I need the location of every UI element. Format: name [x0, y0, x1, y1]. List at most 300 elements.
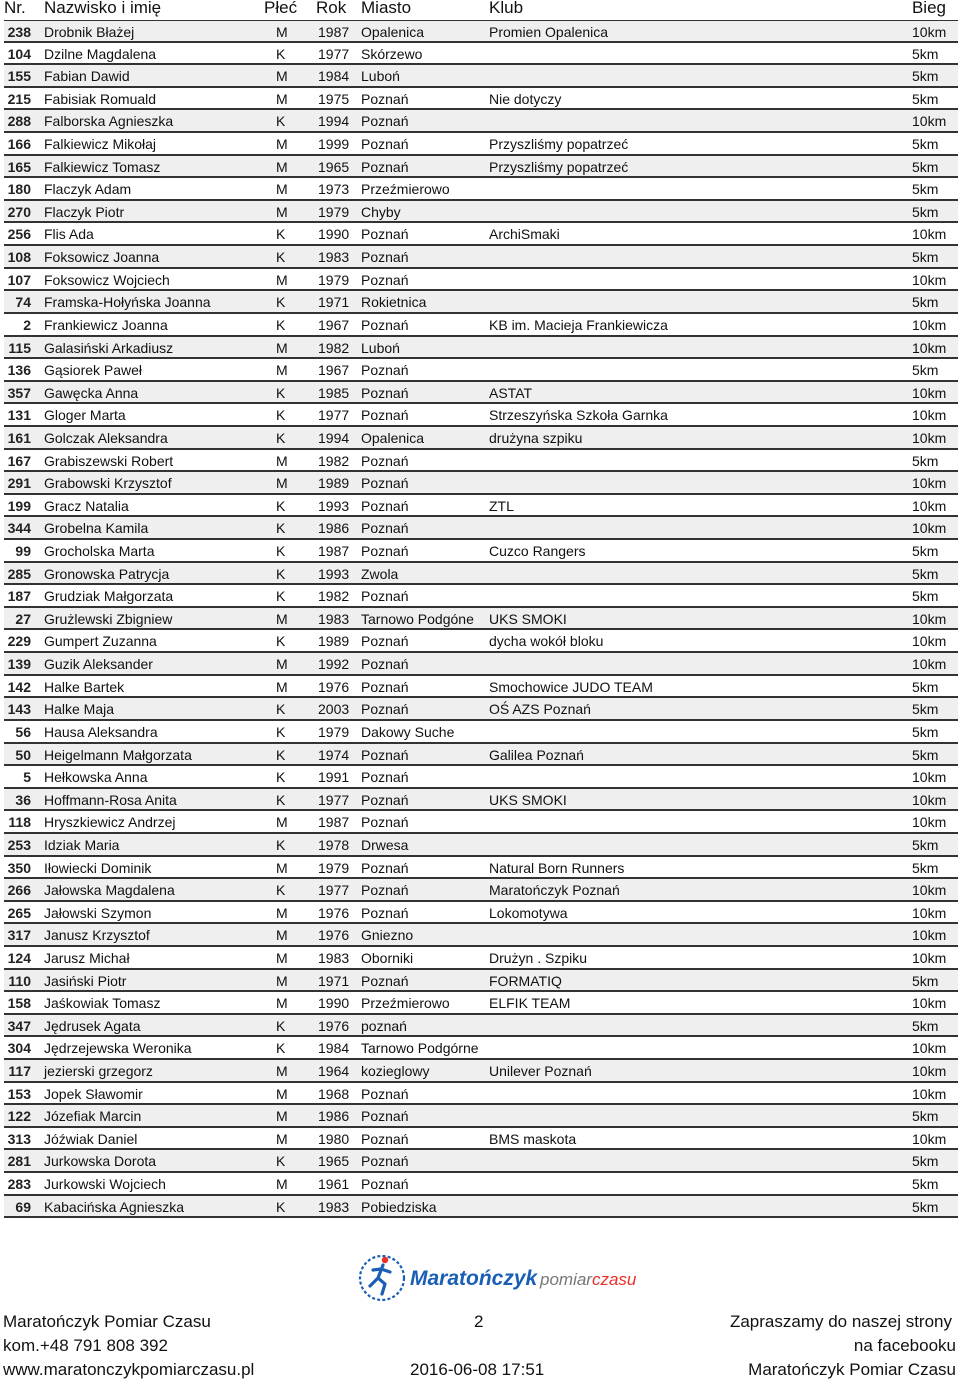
runner-name: Gumpert Zuzanna: [44, 633, 157, 650]
club: FORMATIQ: [489, 972, 562, 989]
footer-company: Maratończyk Pomiar Czasu: [3, 1312, 211, 1331]
runner-name: Foksowicz Joanna: [44, 249, 160, 266]
city: Poznań: [361, 543, 409, 560]
runner-sex: K: [276, 226, 286, 243]
runner-sex: K: [276, 1040, 286, 1057]
birth-year: 1961: [318, 1176, 350, 1193]
runner-sex: M: [276, 949, 288, 966]
bib-number: 283: [7, 1176, 31, 1193]
city: Chyby: [361, 203, 401, 220]
birth-year: 1965: [318, 1153, 350, 1170]
svg-text:pomiarczasu: [539, 1270, 637, 1289]
run-distance: 10km: [912, 24, 947, 40]
footer-page-number: 2: [474, 1312, 484, 1331]
city: Poznań: [361, 746, 409, 763]
city: Poznań: [361, 362, 409, 379]
footer-invite: Zapraszamy do naszej strony: [729, 1312, 952, 1331]
table-row: [4, 653, 958, 676]
runner-name: Hoffmann-Rosa Anita: [44, 791, 177, 808]
runner-name: Grabowski Krzysztof: [44, 475, 172, 492]
run-distance: 5km: [912, 565, 939, 582]
runner-name: Falborska Agnieszka: [44, 113, 174, 130]
birth-year: 1987: [318, 814, 350, 831]
city: Poznań: [361, 384, 409, 401]
table-row: [4, 495, 958, 518]
bib-number: 122: [7, 1108, 31, 1125]
runner-name: Drobnik Błażej: [44, 24, 135, 40]
bib-number: 56: [15, 723, 31, 740]
birth-year: 1990: [318, 226, 350, 243]
birth-year: 1983: [318, 249, 350, 266]
birth-year: 1986: [318, 1108, 350, 1125]
runner-name: Gąsiorek Paweł: [44, 362, 143, 379]
city: Tarnowo Podgóne: [361, 610, 474, 627]
footer-facebook: na facebooku: [853, 1336, 956, 1355]
birth-year: 1994: [318, 113, 350, 130]
run-distance: 10km: [912, 656, 947, 673]
run-distance: 10km: [912, 791, 947, 808]
birth-year: 1977: [318, 791, 350, 808]
runner-name: Grobelna Kamila: [44, 520, 149, 537]
runner-name: Jasiński Piotr: [44, 972, 127, 989]
runner-name: Grabiszewski Robert: [44, 452, 174, 469]
table-row: [4, 291, 958, 314]
birth-year: 1984: [318, 1040, 350, 1057]
city: Zwola: [361, 565, 399, 582]
runner-sex: M: [276, 24, 288, 40]
runner-sex: M: [276, 339, 288, 356]
birth-year: 1980: [318, 1130, 350, 1147]
run-distance: 10km: [912, 995, 947, 1012]
bib-number: 142: [7, 678, 31, 695]
runner-name: Jopek Sławomir: [44, 1085, 143, 1102]
table-row: [4, 1015, 958, 1038]
bib-number: 199: [7, 497, 31, 514]
runner-name: Frankiewicz Joanna: [44, 316, 168, 333]
runner-sex: K: [276, 746, 286, 763]
runner-name: Idziak Maria: [44, 836, 120, 853]
logo-brand-text: Maratończyk: [410, 1267, 538, 1290]
city: Poznań: [361, 1153, 409, 1170]
birth-year: 1991: [318, 769, 350, 786]
runner-name: Jarusz Michał: [44, 949, 130, 966]
club: Lokomotywa: [489, 904, 568, 921]
runner-sex: K: [276, 497, 286, 514]
bib-number: 166: [7, 136, 31, 153]
bib-number: 74: [15, 294, 31, 311]
runner-sex: K: [276, 565, 286, 582]
bib-number: 110: [8, 972, 31, 989]
run-distance: 5km: [912, 588, 939, 605]
city: Poznań: [361, 316, 409, 333]
city: Poznań: [361, 769, 409, 786]
run-distance: 10km: [912, 882, 947, 899]
runner-name: Gronowska Patrycja: [44, 565, 170, 582]
birth-year: 1983: [318, 1198, 350, 1215]
birth-year: 1992: [318, 656, 350, 673]
birth-year: 1990: [318, 995, 350, 1012]
table-row: [4, 1196, 958, 1219]
bib-number: 118: [8, 814, 31, 831]
runner-sex: K: [276, 294, 286, 311]
runner-sex: K: [276, 1198, 286, 1215]
runner-name: Janusz Krzysztof: [44, 927, 150, 944]
bib-number: 347: [7, 1017, 31, 1034]
club: drużyna szpiku: [489, 429, 583, 446]
runner-sex: M: [276, 610, 288, 627]
runner-name: Jurkowska Dorota: [44, 1153, 157, 1170]
bib-number: 50: [15, 746, 31, 763]
bib-number: 158: [7, 995, 31, 1012]
runner-name: Flaczyk Piotr: [44, 203, 125, 220]
club: Unilever Poznań: [489, 1063, 592, 1080]
birth-year: 1982: [318, 339, 350, 356]
table-row: [4, 43, 958, 66]
club: Cuzco Rangers: [489, 543, 586, 560]
bib-number: 143: [7, 701, 31, 718]
table-row: [4, 1173, 958, 1196]
run-distance: 10km: [912, 814, 947, 831]
city: Poznań: [361, 882, 409, 899]
city: Przeźmierowo: [361, 181, 450, 198]
club: UKS SMOKI: [489, 610, 567, 627]
city: Poznań: [361, 701, 409, 718]
runner-sex: M: [276, 362, 288, 379]
bib-number: 238: [7, 24, 31, 40]
table-row: [4, 314, 958, 337]
bib-number: 104: [7, 45, 31, 62]
run-distance: 10km: [912, 949, 947, 966]
table-row: [4, 992, 958, 1015]
birth-year: 1986: [318, 520, 350, 537]
bib-number: 131: [7, 407, 31, 424]
run-distance: 5km: [912, 701, 939, 718]
table-row: [4, 540, 958, 563]
city: poznań: [361, 1017, 407, 1034]
run-distance: 10km: [912, 1130, 947, 1147]
runner-name: Fabisiak Romuald: [44, 90, 157, 107]
run-distance: 5km: [912, 90, 939, 107]
club: Promien Opalenica: [489, 24, 609, 40]
runner-sex: K: [276, 791, 286, 808]
bib-number: 187: [7, 588, 31, 605]
table-row: [4, 1060, 958, 1083]
bib-number: 180: [7, 181, 31, 198]
birth-year: 1989: [318, 633, 350, 650]
run-distance: 10km: [912, 769, 947, 786]
runner-name: Gloger Marta: [44, 407, 126, 424]
run-distance: 10km: [912, 927, 947, 944]
birth-year: 1967: [318, 362, 350, 379]
runner-sex: K: [276, 588, 286, 605]
table-row: [4, 178, 958, 201]
club: Galilea Poznań: [489, 746, 584, 763]
runner-sex: M: [276, 995, 288, 1012]
club: Przyszliśmy popatrzeć: [489, 158, 629, 175]
header-run: Bieg: [911, 0, 946, 17]
bib-number: 117: [8, 1063, 31, 1080]
runner-sex: M: [276, 972, 288, 989]
run-distance: 5km: [912, 1108, 939, 1125]
city: Poznań: [361, 520, 409, 537]
runner-sex: K: [276, 249, 286, 266]
table-row: [4, 450, 958, 473]
runner-sex: M: [276, 158, 288, 175]
run-distance: 10km: [912, 904, 947, 921]
table-row: [4, 110, 958, 133]
runner-name: Grużlewski Zbigniew: [44, 610, 173, 627]
bib-number: 69: [15, 1198, 31, 1215]
bib-number: 229: [7, 633, 31, 650]
table-row: [4, 563, 958, 586]
footer-website[interactable]: www.maratonczykpomiarczasu.pl: [3, 1360, 255, 1379]
bib-number: 99: [15, 543, 31, 560]
run-distance: 10km: [912, 226, 947, 243]
runner-sex: K: [276, 384, 286, 401]
city: Poznań: [361, 136, 409, 153]
club: ELFIK TEAM: [489, 995, 571, 1012]
runner-name: Hausa Aleksandra: [44, 723, 158, 740]
runner-sex: M: [276, 271, 288, 288]
runner-sex: K: [276, 543, 286, 560]
runner-name: Halke Maja: [44, 701, 115, 718]
bib-number: 304: [7, 1040, 31, 1057]
birth-year: 1977: [318, 45, 350, 62]
city: Poznań: [361, 588, 409, 605]
table-row: [4, 223, 958, 246]
runner-sex: M: [276, 904, 288, 921]
table-row: [4, 630, 958, 653]
birth-year: 1979: [318, 859, 350, 876]
run-distance: 5km: [912, 1198, 939, 1215]
city: Poznań: [361, 678, 409, 695]
bib-number: 139: [7, 656, 31, 673]
run-distance: 5km: [912, 68, 939, 85]
city: kozieglowy: [361, 1063, 430, 1080]
birth-year: 1979: [318, 271, 350, 288]
bib-number: 265: [7, 904, 31, 921]
runner-name: Guzik Aleksander: [44, 656, 153, 673]
runner-sex: M: [276, 678, 288, 695]
table-row: [4, 902, 958, 925]
club: Przyszliśmy popatrzeć: [489, 136, 629, 153]
city: Poznań: [361, 497, 409, 514]
club: BMS maskota: [489, 1130, 577, 1147]
birth-year: 1993: [318, 565, 350, 582]
city: Poznań: [361, 972, 409, 989]
run-distance: 5km: [912, 203, 939, 220]
birth-year: 1978: [318, 836, 350, 853]
club: KB im. Macieja Frankiewicza: [489, 316, 668, 333]
runner-sex: K: [276, 701, 286, 718]
runner-sex: M: [276, 1085, 288, 1102]
runner-name: Foksowicz Wojciech: [44, 271, 170, 288]
bib-number: 27: [15, 610, 31, 627]
birth-year: 1965: [318, 158, 350, 175]
birth-year: 2003: [318, 701, 350, 718]
runner-name: Jóźwiak Daniel: [44, 1130, 138, 1147]
birth-year: 1974: [318, 746, 350, 763]
header-name: Nazwisko i imię: [44, 0, 162, 17]
city: Poznań: [361, 1176, 409, 1193]
runner-name: Grocholska Marta: [44, 543, 155, 560]
club: OŚ AZS Poznań: [489, 701, 591, 718]
run-distance: 5km: [912, 452, 939, 469]
club: ZTL: [489, 497, 514, 514]
run-distance: 10km: [912, 475, 947, 492]
runner-sex: M: [276, 1063, 288, 1080]
run-distance: 10km: [912, 271, 947, 288]
runner-name: Golczak Aleksandra: [44, 429, 168, 446]
bib-number: 350: [7, 859, 31, 876]
table-row: [4, 404, 958, 427]
bib-number: 317: [7, 927, 31, 944]
table-row: [4, 337, 958, 360]
table-row: [4, 1150, 958, 1173]
table-row: [4, 133, 958, 156]
city: Poznań: [361, 814, 409, 831]
birth-year: 1979: [318, 203, 350, 220]
page-footer: [0, 1310, 960, 1380]
table-row: [4, 269, 958, 292]
bib-number: 215: [7, 90, 31, 107]
table-row: [4, 924, 958, 947]
city: Poznań: [361, 407, 409, 424]
city: Opalenica: [361, 24, 425, 40]
runner-sex: M: [276, 1130, 288, 1147]
run-distance: 5km: [912, 294, 939, 311]
city: Rokietnica: [361, 294, 427, 311]
birth-year: 1993: [318, 497, 350, 514]
run-distance: 5km: [912, 678, 939, 695]
city: Gniezno: [361, 927, 414, 944]
table-row: [4, 246, 958, 269]
run-distance: 10km: [912, 384, 947, 401]
runner-sex: M: [276, 1176, 288, 1193]
birth-year: 1977: [318, 407, 350, 424]
runner-sex: M: [276, 181, 288, 198]
runner-sex: M: [276, 203, 288, 220]
run-distance: 10km: [912, 610, 947, 627]
city: Poznań: [361, 113, 409, 130]
runner-name: Jurkowski Wojciech: [44, 1176, 166, 1193]
city: Drwesa: [361, 836, 409, 853]
run-distance: 10km: [912, 407, 947, 424]
bib-number: 161: [7, 429, 31, 446]
table-row: [4, 676, 958, 699]
city: Dakowy Suche: [361, 723, 455, 740]
runner-name: Gracz Natalia: [44, 497, 129, 514]
runner-sex: K: [276, 45, 286, 62]
runner-sex: K: [276, 407, 286, 424]
run-distance: 10km: [912, 497, 947, 514]
city: Poznań: [361, 791, 409, 808]
city: Przeźmierowo: [361, 995, 450, 1012]
bib-number: 155: [7, 68, 31, 85]
runner-sex: K: [276, 316, 286, 333]
footer-datetime: 2016-06-08 17:51: [410, 1360, 545, 1379]
runner-name: Jędrzejewska Weronika: [44, 1040, 192, 1057]
city: Luboń: [361, 68, 400, 85]
run-distance: 5km: [912, 158, 939, 175]
table-row: [4, 789, 958, 812]
city: Opalenica: [361, 429, 425, 446]
bib-number: 165: [7, 158, 31, 175]
club: Drużyn . Szpiku: [489, 949, 588, 966]
table-row: [4, 766, 958, 789]
runner-name: Fabian Dawid: [44, 68, 130, 85]
runner-sex: M: [276, 136, 288, 153]
bib-number: 253: [7, 836, 31, 853]
city: Poznań: [361, 249, 409, 266]
runner-sex: K: [276, 633, 286, 650]
bib-number: 5: [23, 769, 31, 786]
runner-sex: K: [276, 520, 286, 537]
table-row: [4, 472, 958, 495]
table-row: [4, 721, 958, 744]
birth-year: 1984: [318, 68, 350, 85]
birth-year: 1987: [318, 24, 350, 40]
runner-name: Jałowska Magdalena: [44, 882, 175, 899]
table-header: [0, 0, 960, 20]
city: Tarnowo Podgórne: [361, 1040, 479, 1057]
run-distance: 5km: [912, 746, 939, 763]
runner-name: Jaśkowiak Tomasz: [44, 995, 161, 1012]
birth-year: 1976: [318, 904, 350, 921]
birth-year: 1977: [318, 882, 350, 899]
footer-company-right: Maratończyk Pomiar Czasu: [748, 1360, 956, 1379]
bib-number: 313: [7, 1130, 31, 1147]
bib-number: 167: [7, 452, 31, 469]
city: Poznań: [361, 475, 409, 492]
runner-name: Hryszkiewicz Andrzej: [44, 814, 176, 831]
club: UKS SMOKI: [489, 791, 567, 808]
table-row: [4, 201, 958, 224]
runner-name: Dzilne Magdalena: [44, 45, 157, 62]
city: Poznań: [361, 226, 409, 243]
runner-sex: K: [276, 113, 286, 130]
table-row: [4, 1037, 958, 1060]
runner-icon: [360, 1256, 404, 1300]
runner-sex: K: [276, 1153, 286, 1170]
run-distance: 5km: [912, 181, 939, 198]
club: Smochowice JUDO TEAM: [489, 678, 653, 695]
table-row: [4, 1128, 958, 1151]
city: Poznań: [361, 656, 409, 673]
table-row: [4, 88, 958, 111]
run-distance: 5km: [912, 1153, 939, 1170]
table-row: [4, 698, 958, 721]
run-distance: 5km: [912, 1017, 939, 1034]
runner-sex: K: [276, 882, 286, 899]
birth-year: 1989: [318, 475, 350, 492]
run-distance: 10km: [912, 316, 947, 333]
run-distance: 5km: [912, 723, 939, 740]
city: Skórzewo: [361, 45, 423, 62]
club: Maratończyk Poznań: [489, 882, 620, 899]
run-distance: 5km: [912, 249, 939, 266]
table-row: [4, 20, 958, 43]
runner-name: Halke Bartek: [44, 678, 125, 695]
runner-name: Flaczyk Adam: [44, 181, 132, 198]
table-row: [4, 585, 958, 608]
bib-number: 36: [15, 791, 31, 808]
city: Poznań: [361, 158, 409, 175]
runner-name: Grudziak Małgorzata: [44, 588, 174, 605]
birth-year: 1985: [318, 384, 350, 401]
runner-name: Jędrusek Agata: [44, 1017, 141, 1034]
runner-name: Kabacińska Agnieszka: [44, 1198, 185, 1215]
